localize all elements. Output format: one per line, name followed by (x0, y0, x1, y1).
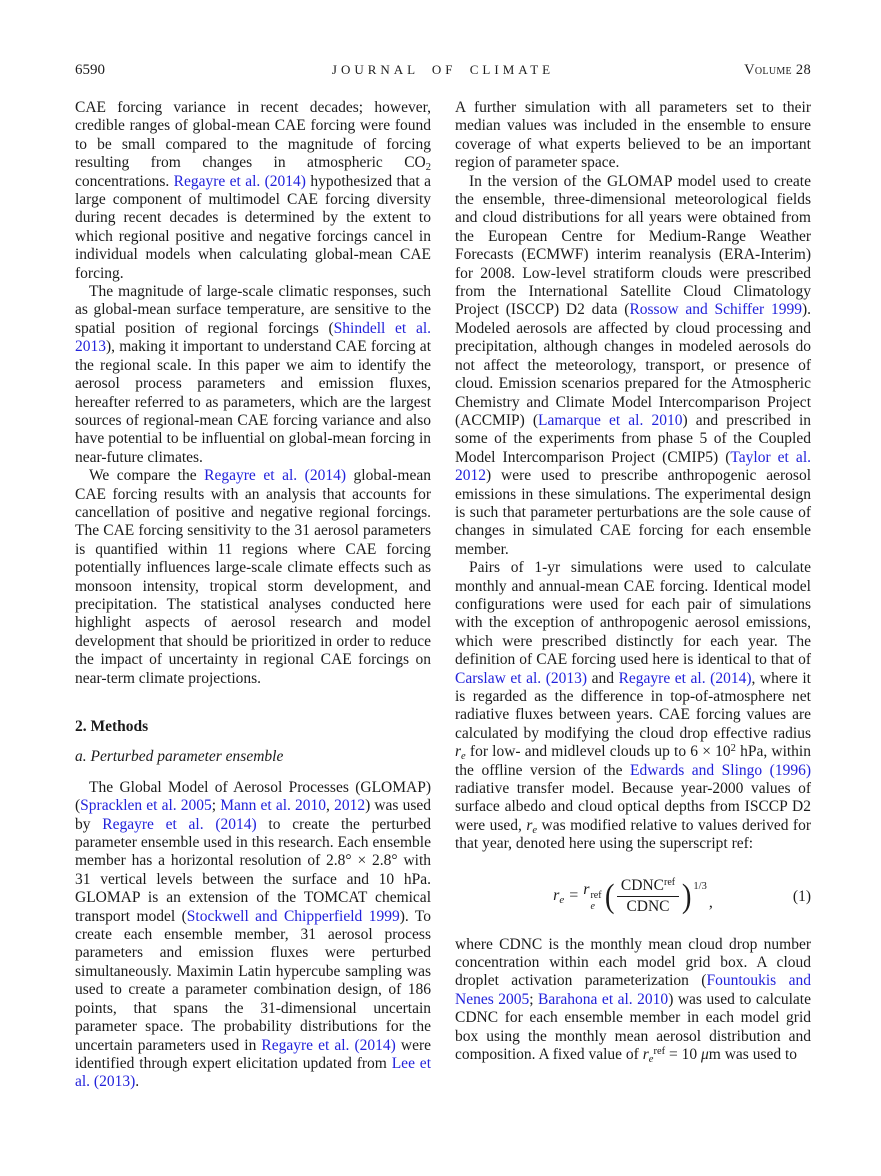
eq-open-paren: ( (604, 877, 615, 915)
eq-rhs-sub: e (590, 900, 595, 912)
eq-numerator: $CDNC^{ref}$ (617, 877, 679, 897)
eq-denominator: CDNC (626, 898, 670, 916)
right-paragraph-2: In the version of the GLOMAP model used to create the ensemble, three-dimensional meteorological fields and cloud distributions for all years were obtained from the European Centre for Medium-Range Weather Forecasts (ECMWF) interim reanalysis (ERA-Interim) for 2008. Low-level stratiform clouds were prescribed from the International Satellite Cloud Climatology Project (ISCCP) D2 data (Rossow and Schiffer 1999). Modeled aerosols are affected by cloud processing and precipitation, although changes in modeled aerosols do not affect the meteorology, transport, or presence of cloud. Emission scenarios prepared for the Atmospheric Chemistry and Climate Model Intercomparison Project (ACCMIP) (Lamarque et al. 2010) and prescribed in some of the experiments from phase 5 of the Coupled Model Intercomparison Project (CMIP5) (Taylor et al. 2012) were used to prescribe anthropogenic aerosol emissions in these simulations. The experimental design is such that parameter perturbations are the sole cause of changes in simulated CAE forcing for each ensemble member. (455, 172, 811, 558)
citation-link[interactable]: Regayre et al. (2014) (173, 172, 306, 190)
citation-link[interactable]: Regayre et al. (2014) (102, 815, 257, 833)
isub-text: e (648, 1054, 654, 1066)
page-header (75, 62, 811, 79)
citation-link[interactable]: Barahona et al. 2010 (538, 990, 669, 1008)
eq-rhs: r ref e (583, 880, 602, 912)
citation-link[interactable]: Edwards and Slingo (1996) (630, 761, 811, 779)
citation-link[interactable]: 2012 (334, 797, 366, 815)
sup-text: 2 (730, 743, 736, 755)
left-column (75, 99, 431, 1092)
citation-link[interactable]: Carslaw et al. (2013) (455, 669, 588, 687)
sub-text: 2 (425, 162, 431, 174)
citation-link[interactable]: Lamarque et al. 2010 (538, 411, 683, 429)
section-heading-methods: 2. Methods (75, 718, 149, 735)
equation-body (455, 877, 811, 917)
eq-comma: , (708, 894, 713, 912)
right-column (455, 99, 811, 1092)
subsection-heading-ensemble: a. Perturbed parameter ensemble (75, 748, 284, 766)
italic-text: r (455, 743, 462, 761)
right-paragraph-3: Pairs of 1-yr simulations were used to calculate monthly and annual-mean CAE forcing. Identical model configurations were used for each pair of simulations with the exception of anthropogenic aerosol emissions, which were prescribed distinctly for each year. The definition of CAE forcing used here is identical to that of Carslaw et al. (2013) and Regayre et al. (2014), where it is regarded as the difference in top-of-atmosphere net radiative fluxes between years. CAE forcing values are calculated by modifying the cloud drop effective radius $r_e$ for low- and midlevel clouds up to $6 \times 10^2$ hPa, within the offline version of the Edwards and Slingo (1996) radiative transfer model. Because year-2000 values of surface albedo and cloud optical depths from ISCCP D2 were used, $r_e$ was modified relative to values derived for that year, denoted here using the superscript ref: (455, 559, 811, 853)
left-paragraph-3: We compare the Regayre et al. (2014) global-mean CAE forcing results with an analysis that accounts for cancellation of positive and negative regional forcings. The CAE forcing sensitivity to the 31 aerosol parameters is quantified within 11 regions where CAE forcing potentially influences large-scale climate effects such as monsoon intensity, tropical storm development, and precipitation. The statistical analyses conducted here highlight aspects of aerosol research and model development that should be prioritized in order to reduce the impact of uncertainty in regional CAE forcings on near-term climate projections. (75, 467, 431, 687)
citation-link[interactable]: Shindell et al. 2013 (75, 319, 432, 356)
right-paragraph-1: A further simulation with all parameters set to their median values was included in the ensemble to ensure coverage of what experts believed to be an important region of parameter space. (455, 99, 811, 172)
italic-text: r (642, 1046, 649, 1064)
citation-link[interactable]: Mann et al. 2010 (220, 797, 327, 815)
left-paragraph-1: CAE forcing variance in recent decades; however, credible ranges of global-mean CAE forcing were found to be small compared to the magnitude of forcing resulting from changes in atmospheric $CO_2$ concentrations. Regayre et al. (2014) hypothesized that a large component of multimodel CAE forcing diversity during recent decades is determined by the extent to which regional positive and negative forcings cancel in individual models when calculating global-mean CAE forcing. (75, 99, 431, 282)
italic-text: r (526, 816, 533, 834)
sup-text: ref (653, 1046, 666, 1058)
page-number: 6590 (75, 62, 105, 78)
eq-lhs: $r_e$ (553, 887, 565, 907)
citation-link[interactable]: Fountoukis and Nenes 2005 (455, 972, 811, 1008)
italic-text: μ (701, 1046, 709, 1064)
citation-link[interactable]: Regayre et al. (2014) (261, 1036, 396, 1054)
citation-link[interactable]: Stockwell and Chipperfield 1999 (186, 907, 400, 925)
left-paragraph-4: The Global Model of Aerosol Processes (GLOMAP) (Spracklen et al. 2005; Mann et al. 2010, 2012) was used by Regayre et al. (2014) to create the perturbed parameter ensemble used in this research. Each ensemble member has a horizontal resolution of 2.8° × 2.8° with 31 vertical levels between the surface and 10 hPa. GLOMAP is an extension of the TOMCAT chemical transport model (Stockwell and Chipperfield 1999). To create each ensemble member, 31 aerosol process parameters and emission fluxes were perturbed simultaneously. Maximin Latin hypercube sampling was used to create a parameter combination design, of 186 points, that spans the 31-dimensional uncertain parameter space. The probability distributions for the uncertain parameters used in Regayre et al. (2014) were identified through expert elicitation updated from Lee et al. (2013). (75, 778, 432, 1091)
citation-link[interactable]: Rossow and Schiffer 1999 (629, 301, 802, 319)
right-paragraph-4: where CDNC is the monthly mean cloud drop number concentration within each model grid box. A cloud droplet activation parameterization (Fountoukis and Nenes 2005; Barahona et al. 2010) was used to calculate CDNC for each ensemble member in each model grid box using the monthly mean aerosol distribution and composition. A fixed value of $r_e^{ref} = 10$ μm was used to (455, 935, 811, 1066)
isub-text: e (532, 824, 538, 836)
equation-number: (1) (792, 887, 811, 905)
left-paragraph-2: The magnitude of large-scale climatic responses, such as global-mean surface temperature, are sensitive to the spatial position of regional forcings (Shindell et al. 2013), making it important to understand CAE forcing at the regional scale. In this paper we aim to identify the aerosol process parameters and emission fluxes, hereafter referred to as parameters, which are the largest sources of regional-mean CAE forcing variance and also have potential to be influential on global-mean forcing in near-future climates. (75, 283, 432, 466)
citation-link[interactable]: Taylor et al. 2012 (455, 448, 811, 485)
citation-link[interactable]: Lee et al. (2013) (75, 1054, 431, 1091)
equation-1 (455, 874, 811, 920)
citation-link[interactable]: Regayre et al. (2014) (618, 669, 752, 687)
eq-rhs-sup: ref (590, 890, 602, 902)
citation-link[interactable]: Regayre et al. (2014) (204, 467, 346, 485)
eq-fraction (617, 877, 679, 917)
eq-close-paren: ) (681, 877, 692, 915)
citation-link[interactable]: Spracklen et al. 2005 (80, 797, 212, 815)
volume-label: Volume 28 (744, 62, 811, 78)
journal-title: JOURNAL OF CLIMATE (331, 62, 555, 77)
eq-equals: = (569, 887, 579, 905)
isub-text: e (461, 751, 466, 763)
eq-exponent: 1/3 (693, 880, 707, 892)
two-column-body (75, 99, 811, 1092)
